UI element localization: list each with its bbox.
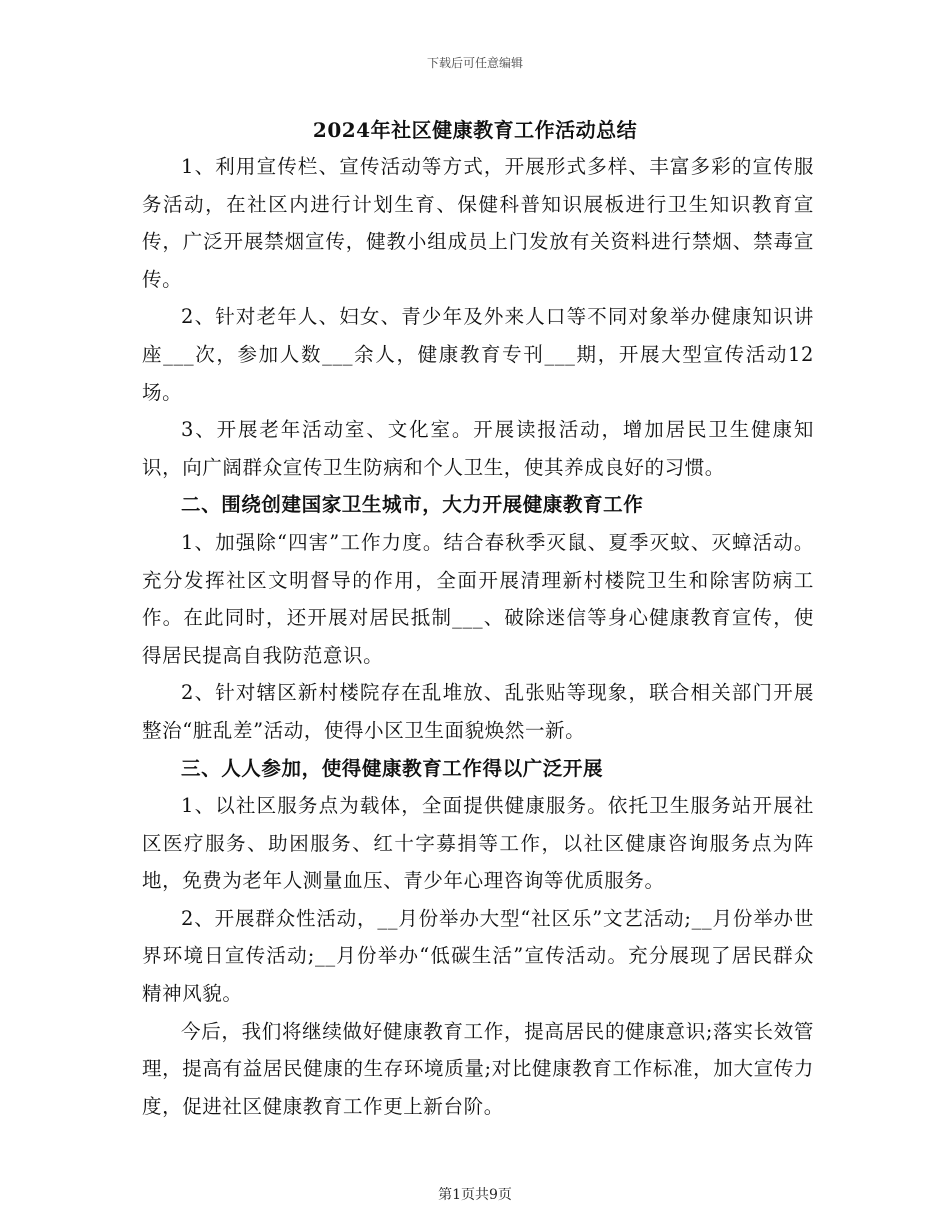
paragraph-7: 2、开展群众性活动，__月份举办大型“社区乐”文艺活动;__月份举办世界环境日宣传活动;__月份举办“低碳生活”宣传活动。充分展现了居民群众精神风貌。 [142,906,814,1006]
section-heading-3: 三、人人参加，使得健康教育工作得以广泛开展 [181,756,604,780]
paragraph-6: 1、以社区服务点为载体，全面提供健康服务。依托卫生服务站开展社区医疗服务、助困服务、红十字募捐等工作，以社区健康咨询服务点为阵地，免费为老年人测量血压、青少年心理咨询等优质服务。 [142,794,814,893]
paragraph-8: 今后，我们将继续做好健康教育工作，提高居民的健康意识;落实长效管理，提高有益居民健康的生存环境质量;对比健康教育工作标准，加大宣传力度，促进社区健康教育工作更上新台阶。 [142,1019,814,1118]
paragraph-4: 1、加强除“四害”工作力度。结合春秋季灭鼠、夏季灭蚊、灭蟑活动。充分发挥社区文明督导的作用，全面开展清理新村楼院卫生和除害防病工作。在此同时，还开展对居民抵制___、破除迷信等身心健康教育宣传，使得居民提高自我防范意识。 [142,530,814,667]
page-number: 第1页共9页 [438,1187,512,1203]
paragraph-5: 2、针对辖区新村楼院存在乱堆放、乱张贴等现象，联合相关部门开展整治“脏乱差”活动，使得小区卫生面貌焕然一新。 [142,681,814,742]
document-body [142,148,814,1125]
document-title: 2024年社区健康教育工作活动总结 [312,118,638,142]
paragraph-1: 1、利用宣传栏、宣传活动等方式，开展形式多样、丰富多彩的宣传服务活动，在社区内进行计划生育、保健科普知识展板进行卫生知识教育宣传，广泛开展禁烟宣传，健教小组成员上门发放有关资料进行禁烟、禁毒宣传。 [142,155,814,291]
paragraph-2: 2、针对老年人、妇女、青少年及外来人口等不同对象举办健康知识讲座___次，参加人数___余人，健康教育专刊___期，开展大型宣传活动12场。 [142,305,814,404]
paragraph-3: 3、开展老年活动室、文化室。开展读报活动，增加居民卫生健康知识，向广阔群众宣传卫生防病和个人卫生，使其养成良好的习惯。 [142,418,814,479]
section-heading-2: 二、围绕创建国家卫生城市，大力开展健康教育工作 [181,493,644,517]
page-header-note: 下载后可任意编辑 [426,56,523,70]
